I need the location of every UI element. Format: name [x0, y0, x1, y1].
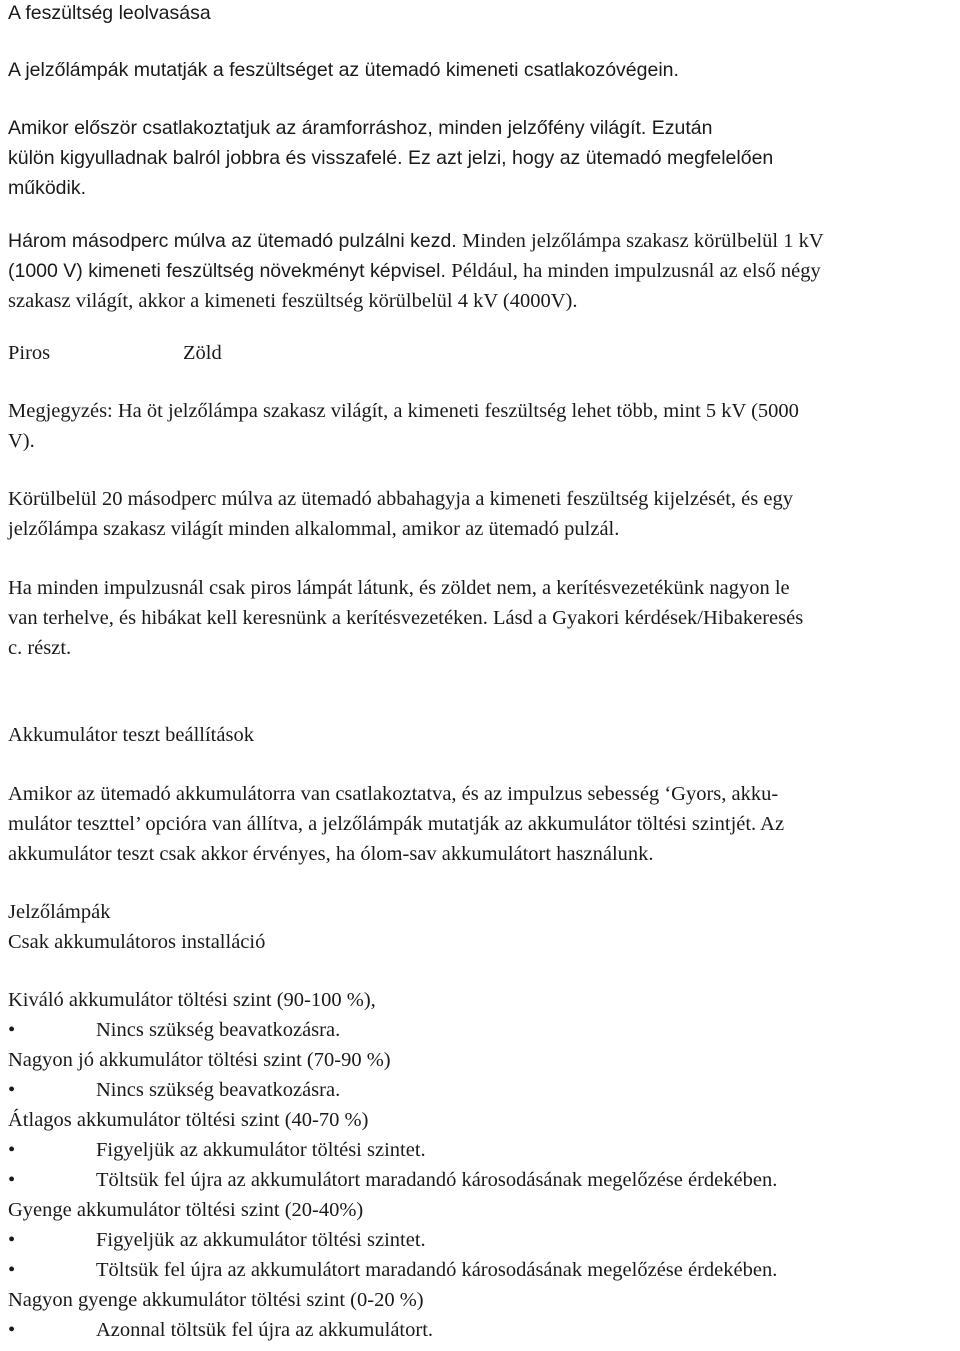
level-title-weak: Gyenge akkumulátor töltési szint (20-40%) [8, 1199, 364, 1221]
bullet-glyph: • [8, 1019, 16, 1041]
list-item [8, 1075, 956, 1105]
bullet-glyph: • [8, 1079, 16, 1101]
bullet-text: Figyeljük az akkumulátor töltési szintet. [96, 1229, 426, 1251]
paragraph-startup [8, 113, 956, 203]
bullet-text: Nincs szükség beavatkozásra. [96, 1079, 341, 1101]
text-line: Körülbelül 20 másodperc múlva az ütemadó abbahagyja a kimeneti feszültség kijelzését, és egy [8, 488, 793, 510]
section-heading-battery-test: Akkumulátor teszt beállítások [8, 724, 254, 746]
text-line: szakasz világít, akkor a kimeneti feszültség körülbelül 4 kV (4000V). [8, 290, 578, 312]
section-heading-voltage: A feszültség leolvasása [8, 2, 211, 24]
bullet-text: Nincs szükség beavatkozásra. [96, 1019, 341, 1041]
text-line: mulátor teszttel’ opcióra van állítva, a jelzőlámpák mutatják az akkumulátor töltési szintjét. Az [8, 813, 785, 835]
text-fragment: (1000 V) kimeneti feszültség növekményt képvisel. [8, 260, 452, 282]
label-red: Piros [8, 342, 51, 364]
list-item [8, 1135, 956, 1165]
text-line: Megjegyzés: Ha öt jelzőlámpa szakasz világít, a kimeneti feszültség lehet több, mint 5 kV (5000 [8, 400, 799, 422]
bullet-glyph: • [8, 1259, 16, 1281]
bullet-text: Figyeljük az akkumulátor töltési szintet. [96, 1139, 426, 1161]
text-line: V). [8, 430, 35, 452]
bullet-glyph: • [8, 1319, 16, 1341]
text-line: akkumulátor teszt csak akkor érvényes, ha ólom-sav akkumulátort használunk. [8, 843, 654, 865]
color-labels [8, 338, 956, 368]
label-green: Zöld [183, 342, 222, 364]
label-indicator-lamps: Jelzőlámpák [8, 901, 111, 923]
paragraph-note [8, 396, 956, 456]
text-line: Amikor először csatlakoztatjuk az áramforráshoz, minden jelzőfény világít. Ezután [8, 117, 713, 139]
bullet-glyph: • [8, 1229, 16, 1251]
text-fragment: Például, ha minden impulzusnál az első négy [451, 260, 821, 282]
battery-levels-list [8, 985, 956, 1345]
paragraph-pulse-levels [8, 226, 956, 316]
text-line: c. részt. [8, 637, 72, 659]
list-item [8, 1225, 956, 1255]
text-fragment: Minden jelzőlámpa szakasz körülbelül 1 kV [462, 230, 824, 252]
list-item [8, 1015, 956, 1045]
paragraph-battery-intro [8, 779, 956, 869]
paragraph-red-only [8, 573, 956, 663]
list-item [8, 1165, 956, 1195]
bullet-text: Töltsük fel újra az akkumulátort maradandó károsodásának megelőzése érdekében. [96, 1259, 778, 1281]
bullet-glyph: • [8, 1169, 16, 1191]
text-line: működik. [8, 177, 87, 199]
list-item [8, 1315, 956, 1345]
text-line: Ha minden impulzusnál csak piros lámpát látunk, és zöldet nem, a kerítésvezetékünk nagyon le [8, 577, 790, 599]
text-line: jelzőlámpa szakasz világít minden alkalommal, amikor az ütemadó pulzál. [8, 518, 620, 540]
level-title-very-weak: Nagyon gyenge akkumulátor töltési szint (0-20 %) [8, 1289, 424, 1311]
text-line: Amikor az ütemadó akkumulátorra van csatlakoztatva, és az impulzus sebesség ‘Gyors, akku- [8, 783, 779, 805]
label-battery-only: Csak akkumulátoros installáció [8, 931, 266, 953]
paragraph-indicator-intro: A jelzőlámpák mutatják a feszültséget az ütemadó kimeneti csatlakozóvégein. [8, 59, 679, 81]
list-item [8, 1255, 956, 1285]
text-fragment: Három másodperc múlva az ütemadó pulzálni kezd. [8, 230, 463, 252]
bullet-text: Töltsük fel újra az akkumulátort maradandó károsodásának megelőzése érdekében. [96, 1169, 778, 1191]
text-line: van terhelve, és hibákat kell keresnünk a kerítésvezetéken. Lásd a Gyakori kérdések/Hibakeresés [8, 607, 804, 629]
level-title-very-good: Nagyon jó akkumulátor töltési szint (70-90 %) [8, 1049, 391, 1071]
paragraph-after-20s [8, 484, 956, 544]
level-title-excellent: Kiváló akkumulátor töltési szint (90-100 %), [8, 989, 376, 1011]
bullet-text: Azonnal töltsük fel újra az akkumulátort. [96, 1319, 434, 1341]
level-title-average: Átlagos akkumulátor töltési szint (40-70 %) [8, 1109, 369, 1131]
bullet-glyph: • [8, 1139, 16, 1161]
document-page [8, 0, 956, 1345]
text-line: külön kigyulladnak balról jobbra és visszafelé. Ez azt jelzi, hogy az ütemadó megfelelően [8, 147, 774, 169]
